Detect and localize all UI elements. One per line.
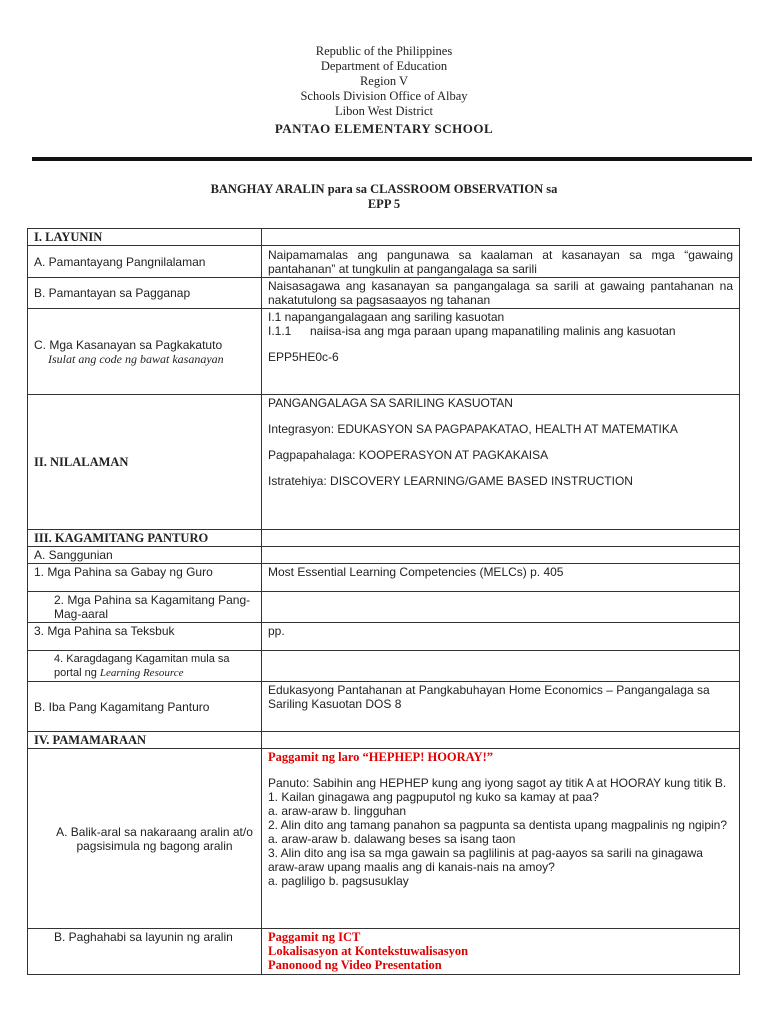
- row-value: [262, 651, 740, 682]
- table-row: [28, 929, 740, 975]
- question-3-choices: a. pagliligo b. pagsusuklay: [268, 874, 409, 888]
- competency-main: I.1 napangangalagaan ang sariling kasuotan: [268, 310, 505, 324]
- question-3: 3. Alin dito ang isa sa mga gawain sa paglilinis at pag-aayos sa sarili na ginagawa araw-araw upang maalis ang di kanais-nais na amoy?: [268, 846, 703, 874]
- row-label: 1. Mga Pahina sa Gabay ng Guro: [28, 564, 262, 592]
- header-divider: [32, 157, 752, 161]
- table-row: [28, 623, 740, 651]
- row-label: A. Balik-aral sa nakaraang aralin at/o pagsisimula ng bagong aralin: [28, 749, 262, 929]
- table-row: [28, 530, 740, 547]
- table-row: [28, 651, 740, 682]
- row-value: [262, 395, 740, 530]
- row-value: Naisasagawa ang kasanayan sa pangangalaga sa sarili at gawaing pantahanan na nakatutulong sa pagsasaayos ng tahanan: [262, 278, 740, 309]
- table-cell: [262, 530, 740, 547]
- row-value: [262, 749, 740, 929]
- row-value: [262, 592, 740, 623]
- section-heading-nilalaman: II. NILALAMAN: [28, 395, 262, 530]
- competency-label: C. Mga Kasanayan sa Pagkakatuto: [34, 337, 223, 352]
- competency-sub-text: naiisa-isa ang mga paraan upang mapanatiling malinis ang kasuotan: [310, 324, 676, 338]
- table-row: [28, 309, 740, 395]
- header-school-name: PANTAO ELEMENTARY SCHOOL: [274, 121, 494, 136]
- row-value: [262, 929, 740, 975]
- content-values: Pagpapahalaga: KOOPERASYON AT PAGKAKAISA: [268, 448, 549, 462]
- row-label: A. Pamantayang Pangnilalaman: [28, 246, 262, 278]
- table-row: [28, 564, 740, 592]
- competency-code: EPP5HE0c-6: [268, 350, 339, 364]
- portal-label: 4. Karagdagang Kagamitan mula sa portal ng: [54, 653, 230, 679]
- question-1: 1. Kailan ginagawa ang pagpuputol ng kuko sa kamay at paa?: [268, 790, 599, 804]
- content-integration: Integrasyon: EDUKASYON SA PAGPAPAKATAO, HEALTH AT MATEMATIKA: [268, 422, 678, 436]
- table-row: [28, 278, 740, 309]
- game-instructions: Panuto: Sabihin ang HEPHEP kung ang iyong sagot ay titik A at HOORAY kung titik B.: [268, 776, 727, 790]
- row-label: [28, 309, 262, 395]
- method-ict: Paggamit ng ICT: [268, 930, 361, 944]
- question-1-choices: a. araw-araw b. lingguhan: [268, 804, 407, 818]
- section-heading-pamamaraan: IV. PAMAMARAAN: [28, 732, 262, 749]
- table-cell: [262, 732, 740, 749]
- section-heading-layunin: I. LAYUNIN: [28, 229, 262, 246]
- row-label: B. Iba Pang Kagamitang Panturo: [28, 682, 262, 732]
- question-2-choices: a. araw-araw b. dalawang beses sa isang taon: [268, 832, 516, 846]
- competency-sub: [268, 324, 733, 338]
- lesson-plan-table: [27, 228, 740, 975]
- table-row: [28, 682, 740, 732]
- row-label: 2. Mga Pahina sa Kagamitang Pang-Mag-aaral: [28, 592, 262, 623]
- row-value: pp.: [262, 623, 740, 651]
- header-region: Region V: [359, 74, 409, 88]
- document-header: [0, 44, 768, 136]
- method-localization: Lokalisasyon at Kontekstuwalisasyon: [268, 944, 469, 958]
- row-value: Naipamamalas ang pangunawa sa kaalaman at kasanayan sa mga “gawaing pantahanan” at tungkulin at pangangalaga sa sarili: [262, 246, 740, 278]
- table-row: [28, 229, 740, 246]
- table-row: [28, 592, 740, 623]
- row-value: [262, 309, 740, 395]
- title-line-2: EPP 5: [367, 197, 401, 211]
- section-heading-kagamitan: III. KAGAMITANG PANTURO: [28, 530, 262, 547]
- table-row: [28, 749, 740, 929]
- header-division: Schools Division Office of Albay: [300, 89, 468, 103]
- title-line-1: BANGHAY ARALIN para sa CLASSROOM OBSERVATION sa: [210, 182, 558, 196]
- row-value: Edukasyong Pantahanan at Pangkabuhayan Home Economics – Pangangalaga sa Sariling Kasuotan DOS 8: [262, 682, 740, 732]
- table-cell: [262, 547, 740, 564]
- row-label: A. Sanggunian: [28, 547, 262, 564]
- table-row: [28, 547, 740, 564]
- competency-sub-number: I.1.1: [268, 324, 292, 338]
- row-value: Most Essential Learning Competencies (MELCs) p. 405: [262, 564, 740, 592]
- table-row: [28, 732, 740, 749]
- game-title: Paggamit ng laro “HEPHEP! HOORAY!”: [268, 750, 493, 764]
- portal-label-emphasis: Learning Resource: [99, 667, 184, 679]
- row-label: B. Paghahabi sa layunin ng aralin: [28, 929, 262, 975]
- document-title: [0, 182, 768, 212]
- content-topic: PANGANGALAGA SA SARILING KASUOTAN: [268, 396, 513, 410]
- table-row: [28, 395, 740, 530]
- row-label: 3. Mga Pahina sa Teksbuk: [28, 623, 262, 651]
- header-republic: Republic of the Philippines: [315, 44, 453, 58]
- question-2: 2. Alin dito ang tamang panahon sa pagpunta sa dentista upang magpalinis ng ngipin?: [268, 818, 728, 832]
- table-cell: [262, 229, 740, 246]
- row-label: B. Pamantayan sa Pagganap: [28, 278, 262, 309]
- table-row: [28, 246, 740, 278]
- method-video: Panonood ng Video Presentation: [268, 958, 442, 972]
- content-strategy: Istratehiya: DISCOVERY LEARNING/GAME BASED INSTRUCTION: [268, 474, 633, 488]
- competency-note: Isulat ang code ng bawat kasanayan: [48, 351, 224, 366]
- header-department: Department of Education: [320, 59, 448, 73]
- header-district: Libon West District: [334, 104, 434, 118]
- row-label: [28, 651, 262, 682]
